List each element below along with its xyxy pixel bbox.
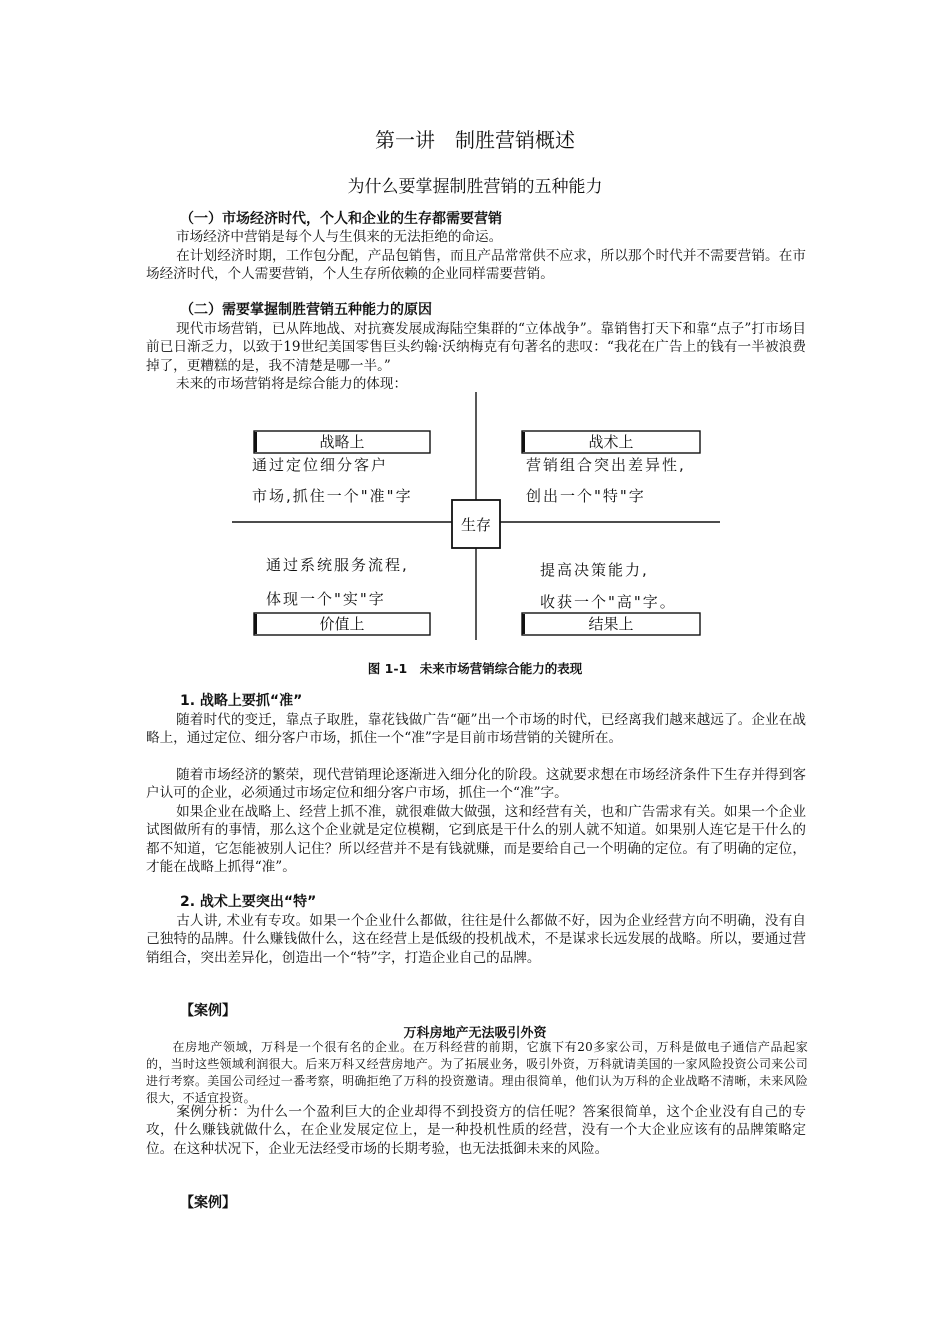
heading-market-economy: （一）市场经济时代，个人和企业的生存都需要营销	[180, 211, 502, 227]
case-analysis: 案例分析：为什么一个盈利巨大的企业却得不到投资方的信任呢？答案很简单，这个企业没有自己的专攻，什么赚钱就做什么，在企业发展定位上，是一种投机性质的经营，没有一个大企业应该有的品牌策略定位。在这种状况下，企业无法经受市场的长期考验，也无法抵御未来的风险。	[146, 1104, 806, 1157]
box-tactics-label: 战术上	[588, 433, 634, 451]
chapter-title: 第一讲 制胜营销概述	[375, 128, 575, 152]
result-line-1: 提高决策能力,	[540, 561, 649, 579]
paragraph: 随着市场经济的繁荣，现代营销理论逐渐进入细分化的阶段。这就要求想在市场经济条件下生存并得到客户认可的企业，必须通过市场定位和细分客户市场，抓住一个“准”字。	[146, 767, 806, 802]
case-title: 万科房地产无法吸引外资	[403, 1026, 547, 1041]
result-line-2: 收获一个"高"字。	[540, 593, 677, 611]
paragraph: 未来的市场营销将是综合能力的体现：	[176, 376, 408, 392]
tactics-line-2: 创出一个"特"字	[526, 487, 646, 505]
heading-tactics: 2. 战术上要突出“特”	[180, 894, 317, 910]
heading-strategy: 1. 战略上要抓“准”	[180, 693, 303, 709]
box-result-label: 结果上	[588, 615, 634, 633]
paragraph: 随着时代的变迁，靠点子取胜，靠花钱做广告“砸”出一个市场的时代，已经离我们越来越远了。企业在战略上，通过定位、细分客户市场，抓住一个“准”字是目前市场营销的关键所在。	[146, 712, 806, 747]
case-label-2: 【案例】	[180, 1195, 236, 1211]
case-body: 在房地产领域，万科是一个很有名的企业。在万科经营的前期，它旗下有20多家公司，万科是做电子通信产品起家的，当时这些领域利润很大。后来万科又经营房地产。为了拓展业务，吸引外资，万科就请美国的一家风险投资公司来公司进行考察。美国公司经过一番考察，明确拒绝了万科的投资邀请。理由很简单，他们认为万科的企业战略不清晰，未来风险很大，不适宜投资。	[146, 1040, 808, 1105]
paragraph: 古人讲, 术业有专攻。如果一个企业什么都做，往往是什么都做不好，因为企业经营方向不明确，没有自己独特的品牌。什么赚钱做什么，这在经营上是低级的投机战术，不是谋求长远发展的战略。所以，要通过营销组合，突出差异化，创造出一个“特”字，打造企业自己的品牌。	[146, 913, 806, 966]
section-subtitle: 为什么要掌握制胜营销的五种能力	[347, 177, 603, 197]
paragraph: 如果企业在战略上、经营上抓不准，就很难做大做强，这和经营有关，也和广告需求有关。如果一个企业试图做所有的事情，那么这个企业就是定位模糊，它到底是干什么的别人就不知道。如果别人连它是干什么的都不知道，它怎能被别人记住？所以经营并不是有钱就赚，而是要给自己一个明确的定位。有了明确的定位，才能在战略上抓得“准”。	[146, 804, 806, 876]
figure-caption: 图 1-1 未来市场营销综合能力的表现	[367, 661, 583, 676]
tactics-line-1: 营销组合突出差异性,	[526, 456, 686, 474]
box-value-label: 价值上	[319, 615, 365, 633]
strategy-line-2: 市场,抓住一个"准"字	[252, 487, 413, 505]
case-label: 【案例】	[180, 1003, 236, 1019]
strategy-line-1: 通过定位细分客户	[252, 456, 389, 474]
paragraph: 在计划经济时期，工作包分配，产品包销售，而且产品常常供不应求，所以那个时代并不需要营销。在市场经济时代，个人需要营销，个人生存所依赖的企业同样需要营销。	[146, 248, 806, 283]
heading-reasons: （二）需要掌握制胜营销五种能力的原因	[180, 302, 432, 318]
paragraph: 现代市场营销，已从阵地战、对抗赛发展成海陆空集群的“立体战争”。靠销售打天下和靠“点子”打市场目前已日渐乏力，以致于19世纪美国零售巨头约翰·沃纳梅克有句著名的悲叹：“我花在广告上的钱有一半被浪费掉了，更糟糕的是，我不清楚是哪一半。”	[146, 321, 806, 374]
value-line-1: 通过系统服务流程,	[266, 556, 409, 574]
center-label: 生存	[460, 516, 492, 534]
paragraph: 市场经济中营销是每个人与生俱来的无法拒绝的命运。	[176, 229, 503, 245]
box-strategy-label: 战略上	[319, 433, 365, 451]
value-line-2: 体现一个"实"字	[266, 590, 386, 608]
